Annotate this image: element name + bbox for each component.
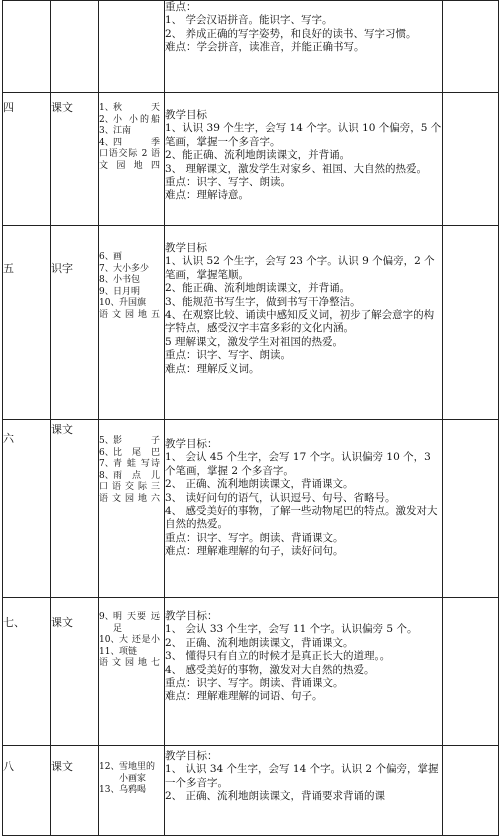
goal-line: 5 理解课文，激发学生对祖国的热爱。 <box>165 335 344 348</box>
goal-line: 3、 懂得只有自立的时候才是真正长大的道理。。 <box>165 650 391 663</box>
lesson-item: 8、 雨 点 儿 <box>99 470 160 481</box>
lesson-item: 6、 画 <box>99 252 123 262</box>
unit-cell <box>3 420 51 598</box>
lessons-cell <box>99 746 165 836</box>
goal-line: 重点：识字、写字。朗读、背诵课文。 <box>165 531 344 544</box>
table-row <box>3 93 499 226</box>
goal-line: 难点：理解反义词。 <box>165 362 260 375</box>
goals-cell <box>165 746 443 836</box>
table-row <box>3 598 499 746</box>
goal-line: 4、在观察比较、诵读中感知反义词，初步了解会意字的构字特点，感受汉字丰富多彩的文化内涵。 <box>165 309 435 335</box>
goal-line: 教学目标： <box>165 610 218 622</box>
unit-cell <box>3 226 51 420</box>
lesson-item: 13、 乌鸦喝 <box>99 785 147 795</box>
goal-line: 重点：识字、写字。朗读、背诵课文。 <box>165 677 344 690</box>
lesson-item: 5、 影子 <box>99 436 160 446</box>
lesson-item: 9、 日月明 <box>99 286 141 297</box>
goal-line: 1、 会认 33 个生字，会写 11 个字。认识偏旁 5 个。 <box>165 623 418 636</box>
unit-number: 四 <box>3 101 14 114</box>
goals-cell <box>165 93 443 226</box>
goal-line: 1、 会认 45 个生字，会写 17 个字。认识偏旁 10 个，3 个笔画，掌握 2 个多音字。 <box>165 451 431 477</box>
notes-cell <box>443 93 499 226</box>
goals-cell <box>165 420 443 598</box>
goal-line: 重点：识字、写字、朗读。 <box>165 349 291 362</box>
table-row <box>3 226 499 420</box>
lessons-cell <box>99 598 165 746</box>
notes-cell <box>443 598 499 746</box>
unit-cell <box>3 746 51 836</box>
goal-line: 2、 正确、流利地朗读课文，背诵课文。 <box>165 636 354 649</box>
table-row <box>3 1 499 93</box>
goal-line: 难点：理解诗意。 <box>165 189 249 202</box>
unit-type: 课文 <box>51 760 73 773</box>
goal-line: 1、 认识 34 个生字，会写 14 个字。认识 2 个偏旁，掌握一个多音字。 <box>165 763 439 789</box>
goal-line: 1、 学会汉语拼音。能识字、写字。 <box>165 14 333 27</box>
goal-line: 4、 感受美好的事物，了解一些动物尾巴的特点。激发对大自然的热爱。 <box>165 505 438 531</box>
lesson-item: 6、 比 尾 巴 <box>99 447 160 458</box>
goals-cell <box>165 1 443 93</box>
type-cell <box>51 226 99 420</box>
lesson-item: 9、 明 天要 远足 <box>99 612 160 634</box>
unit-type: 识字 <box>51 262 73 275</box>
goal-line: 难点：理解难理解的词语、句子。 <box>165 690 323 703</box>
lessons-cell <box>99 1 165 93</box>
goal-line: 3、 理解课文，激发学生对家乡、祖国、大自然的热爱。 <box>165 162 428 175</box>
goal-line: 难点：学会拼音，读准音，并能正确书写。 <box>165 41 365 54</box>
goal-line: 教学目标： <box>165 438 218 450</box>
notes-cell <box>443 226 499 420</box>
lessons-cell <box>99 93 165 226</box>
lesson-item: 11、 项链 <box>99 646 138 657</box>
lesson-item: 4、 四季 <box>99 137 160 148</box>
goal-line: 教学目标 <box>165 109 207 121</box>
goal-line: 教学目标 <box>165 242 207 254</box>
unit-number: 七、 <box>3 616 25 629</box>
goals-cell <box>165 598 443 746</box>
unit-cell <box>3 598 51 746</box>
goal-line: 1、认识 52 个生字，会写 23 个字。认识 9 个偏旁，2 个笔画，掌握笔顺。 <box>165 255 435 281</box>
goal-line: 2、能正确、流利地朗读课文，并背诵。 <box>165 282 351 295</box>
unit-type: 课文 <box>51 616 73 629</box>
goal-line: 2、 养成正确的写字姿势，和良好的读书、写字习惯。 <box>165 27 417 40</box>
unit-cell <box>3 93 51 226</box>
lesson-item: 10、 升国旗 <box>99 298 147 308</box>
unit-number: 五 <box>3 262 14 275</box>
table-row <box>3 746 499 836</box>
lesson-item: 口 语 交 际 三 <box>99 482 160 492</box>
notes-cell <box>443 746 499 836</box>
lesson-item: 7、 大小多少 <box>99 263 150 274</box>
type-cell <box>51 598 99 746</box>
notes-cell <box>443 1 499 93</box>
notes-cell <box>443 420 499 598</box>
lesson-item: 语 文 园 地 七 <box>99 658 160 668</box>
lesson-item: 10、 大 还是小 <box>99 635 160 645</box>
type-cell <box>51 93 99 226</box>
lesson-plan-table <box>2 0 499 836</box>
goal-line: 4、 感受美好的事物，激发对大自然的热爱。 <box>165 663 375 676</box>
unit-type: 课文 <box>51 101 73 114</box>
lesson-item: 2、 小 小的船 <box>99 114 160 125</box>
lesson-item: 7、 青 蛙 写诗 <box>99 459 160 469</box>
lessons-cell <box>99 420 165 598</box>
type-cell <box>51 420 99 598</box>
goal-line: 3、 读好问句的语气，认识逗号、句号、省略号。 <box>165 491 396 504</box>
unit-cell <box>3 1 51 93</box>
lesson-item: 3、 江南 <box>99 126 132 136</box>
type-cell <box>51 1 99 93</box>
goal-line: 2、能正确、流利地朗读课文，并背诵。 <box>165 149 351 162</box>
goal-line: 重点：识字、写字、朗读。 <box>165 176 291 189</box>
lesson-item: 口语交际 2 语 文 园 地 四 <box>99 149 160 171</box>
goals-cell <box>165 226 443 420</box>
goal-line: 1、认识 39 个生字，会写 14 个字。认识 10 个偏旁，5 个笔画，掌握一个多音字。 <box>165 122 442 148</box>
lesson-item: 12、 雪地里的小画家 <box>99 762 156 784</box>
goal-line: 难点：理解难理解的句子，读好问句。 <box>165 545 344 558</box>
lesson-item: 8、 小书包 <box>99 275 141 285</box>
lesson-item: 语 文 园 地 五 <box>99 309 160 320</box>
unit-number: 八 <box>3 760 14 773</box>
unit-type: 课文 <box>51 423 73 436</box>
table-row <box>3 420 499 598</box>
lesson-item: 语 文 园 地 六 <box>99 493 160 504</box>
lessons-cell <box>99 226 165 420</box>
goal-line: 2、 正确、流利地朗读课文，背诵要求背诵的课 <box>165 790 386 803</box>
lesson-item: 1、 秋天 <box>99 103 160 113</box>
goal-line: 教学目标： <box>165 750 218 762</box>
goal-line: 重点： <box>165 1 197 13</box>
unit-number: 六 <box>3 432 14 445</box>
goal-line: 2、 正确、流利地朗读课文，背诵课文。 <box>165 478 354 491</box>
goal-line: 3、能规范书写生字，做到书写干净整洁。 <box>165 295 361 308</box>
type-cell <box>51 746 99 836</box>
